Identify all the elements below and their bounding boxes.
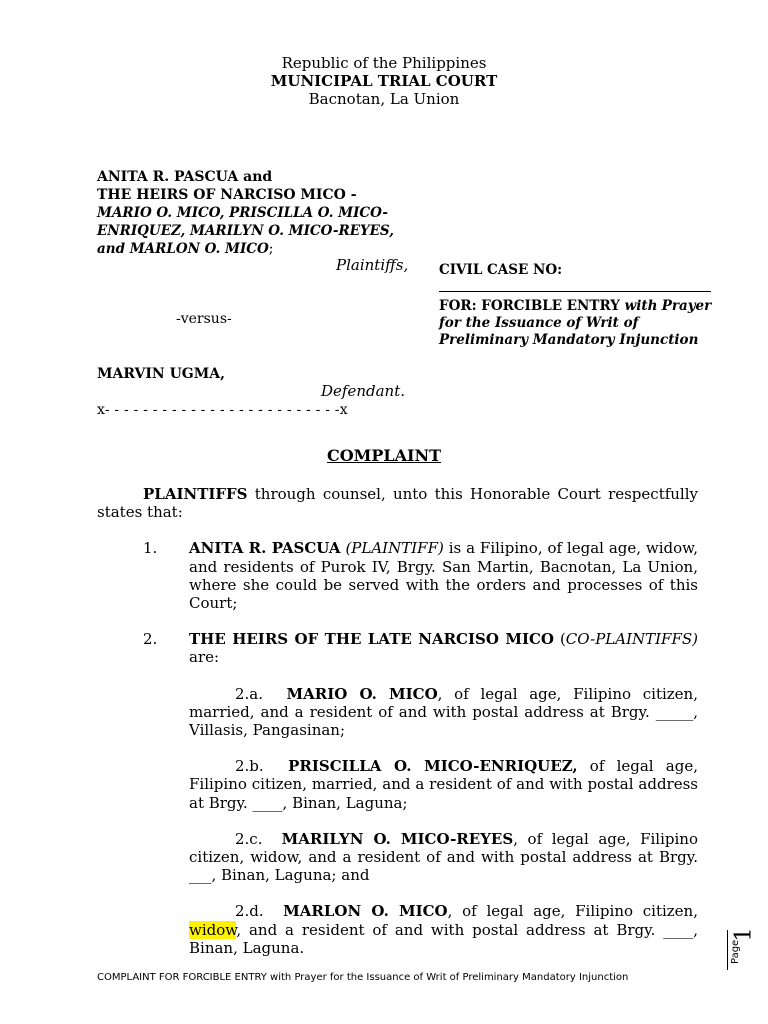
republic-line: Republic of the Philippines: [281, 54, 487, 72]
intro-text: through counsel, unto this Honorable Court respectfully states that:: [97, 485, 698, 522]
heir-2d-name: MARLON O. MICO: [283, 902, 448, 921]
case-nature-with: with: [624, 298, 658, 314]
heirs-names-3: and MARLON O. MICO: [97, 241, 269, 257]
heir-2b-name: PRISCILLA O. MICO-ENRIQUEZ,: [288, 757, 578, 776]
court-name: MUNICIPAL TRIAL COURT: [270, 72, 498, 90]
heirs-semicolon: ;: [268, 241, 274, 257]
allegation-2-role: CO-PLAINTIFFS): [565, 630, 698, 649]
allegation-2-text: are:: [189, 648, 220, 667]
complaint-body: [97, 485, 698, 957]
defendant-name: MARVIN UGMA,: [97, 366, 225, 382]
heir-2d-text-pre: , of legal age, Filipino citizen,: [447, 902, 698, 921]
case-number-blank: [439, 279, 711, 292]
allegation-2: [97, 630, 698, 666]
court-location: Bacnotan, La Union: [308, 90, 460, 108]
intro-lead: PLAINTIFFS: [143, 485, 248, 503]
heir-2a-text: , of legal age, Filipino citizen, married, and a resident of and with postal address at Brgy. _____, Villasis, Pangasinan;: [189, 684, 698, 740]
allegation-1-role: (PLAINTIFF): [340, 539, 444, 558]
intro-paragraph: [97, 485, 698, 521]
versus-label: -versus-: [176, 311, 232, 327]
caption-closing-line: x- - - - - - - - - - - - - - - - - - - - - - - - -x: [97, 402, 348, 418]
allegation-2-paren: (: [553, 630, 566, 649]
heir-2c-name: MARILYN O. MICO-REYES: [281, 829, 514, 848]
heir-2d-label: 2.d.: [235, 902, 264, 921]
court-header: [0, 54, 768, 108]
heir-2b-label: 2.b.: [235, 757, 264, 776]
caption-plaintiffs: [97, 168, 427, 258]
case-nature-lead: FOR: FORCIBLE ENTRY: [439, 298, 625, 314]
heir-2c-label: 2.c.: [235, 829, 263, 848]
allegation-1-name: ANITA R. PASCUA: [189, 539, 341, 558]
heir-2a-name: MARIO O. MICO: [286, 684, 438, 703]
document-title: COMPLAINT: [326, 446, 442, 465]
allegation-1-number: 1.: [143, 539, 158, 558]
heirs-names-2: ENRIQUEZ, MARILYN O. MICO-REYES,: [97, 223, 394, 239]
page-word: Page: [730, 939, 741, 964]
case-nature: [439, 298, 719, 349]
highlighted-word: widow: [189, 920, 237, 939]
page-number-marker: [727, 927, 758, 970]
page-number: 1: [731, 927, 757, 942]
heir-2b-text: of legal age, Filipino citizen, married, and a resident of and with postal address at Brgy. ____, Binan, Laguna;: [189, 757, 698, 812]
case-details: [439, 262, 719, 349]
defendant-label: Defendant.: [321, 382, 405, 400]
heir-2c-text: , of legal age, Filipino citizen, widow, and a resident of and with postal address at Brgy. ___, Binan, Laguna; and: [189, 829, 698, 885]
plaintiff-heirs: THE HEIRS OF NARCISO MICO -: [97, 187, 357, 203]
allegation-1: [97, 539, 698, 612]
heir-2d: [97, 902, 698, 957]
civil-case-label: CIVIL CASE NO:: [439, 262, 563, 278]
plaintiffs-label: Plaintiffs,: [336, 256, 409, 274]
plaintiff-anita: ANITA R. PASCUA and: [97, 169, 273, 185]
heir-2d-text-post: , and a resident of and with postal address at Brgy. ____, Binan, Laguna.: [189, 920, 698, 957]
heir-2a-label: 2.a.: [235, 684, 264, 703]
allegation-2-number: 2.: [143, 630, 158, 649]
heir-2b: [97, 757, 698, 812]
heirs-names-1: MARIO O. MICO, PRISCILLA O. MICO-: [97, 205, 389, 221]
heir-2c: [97, 830, 698, 885]
heir-2a: [97, 685, 698, 740]
allegation-1-text: is a Filipino, of legal age, widow, and residents of Purok IV, Brgy. San Martin, Bacnotan, La Union, where she could be served with the orders and processes of this Court;: [189, 539, 699, 613]
allegation-2-name: THE HEIRS OF THE LATE NARCISO MICO: [189, 630, 554, 649]
case-nature-rest: Prayer for the Issuance of Writ of Preliminary Mandatory Injunction: [439, 298, 712, 348]
page-footer: COMPLAINT FOR FORCIBLE ENTRY with Prayer for the Issuance of Writ of Preliminary Mandatory Injunction: [97, 972, 629, 983]
